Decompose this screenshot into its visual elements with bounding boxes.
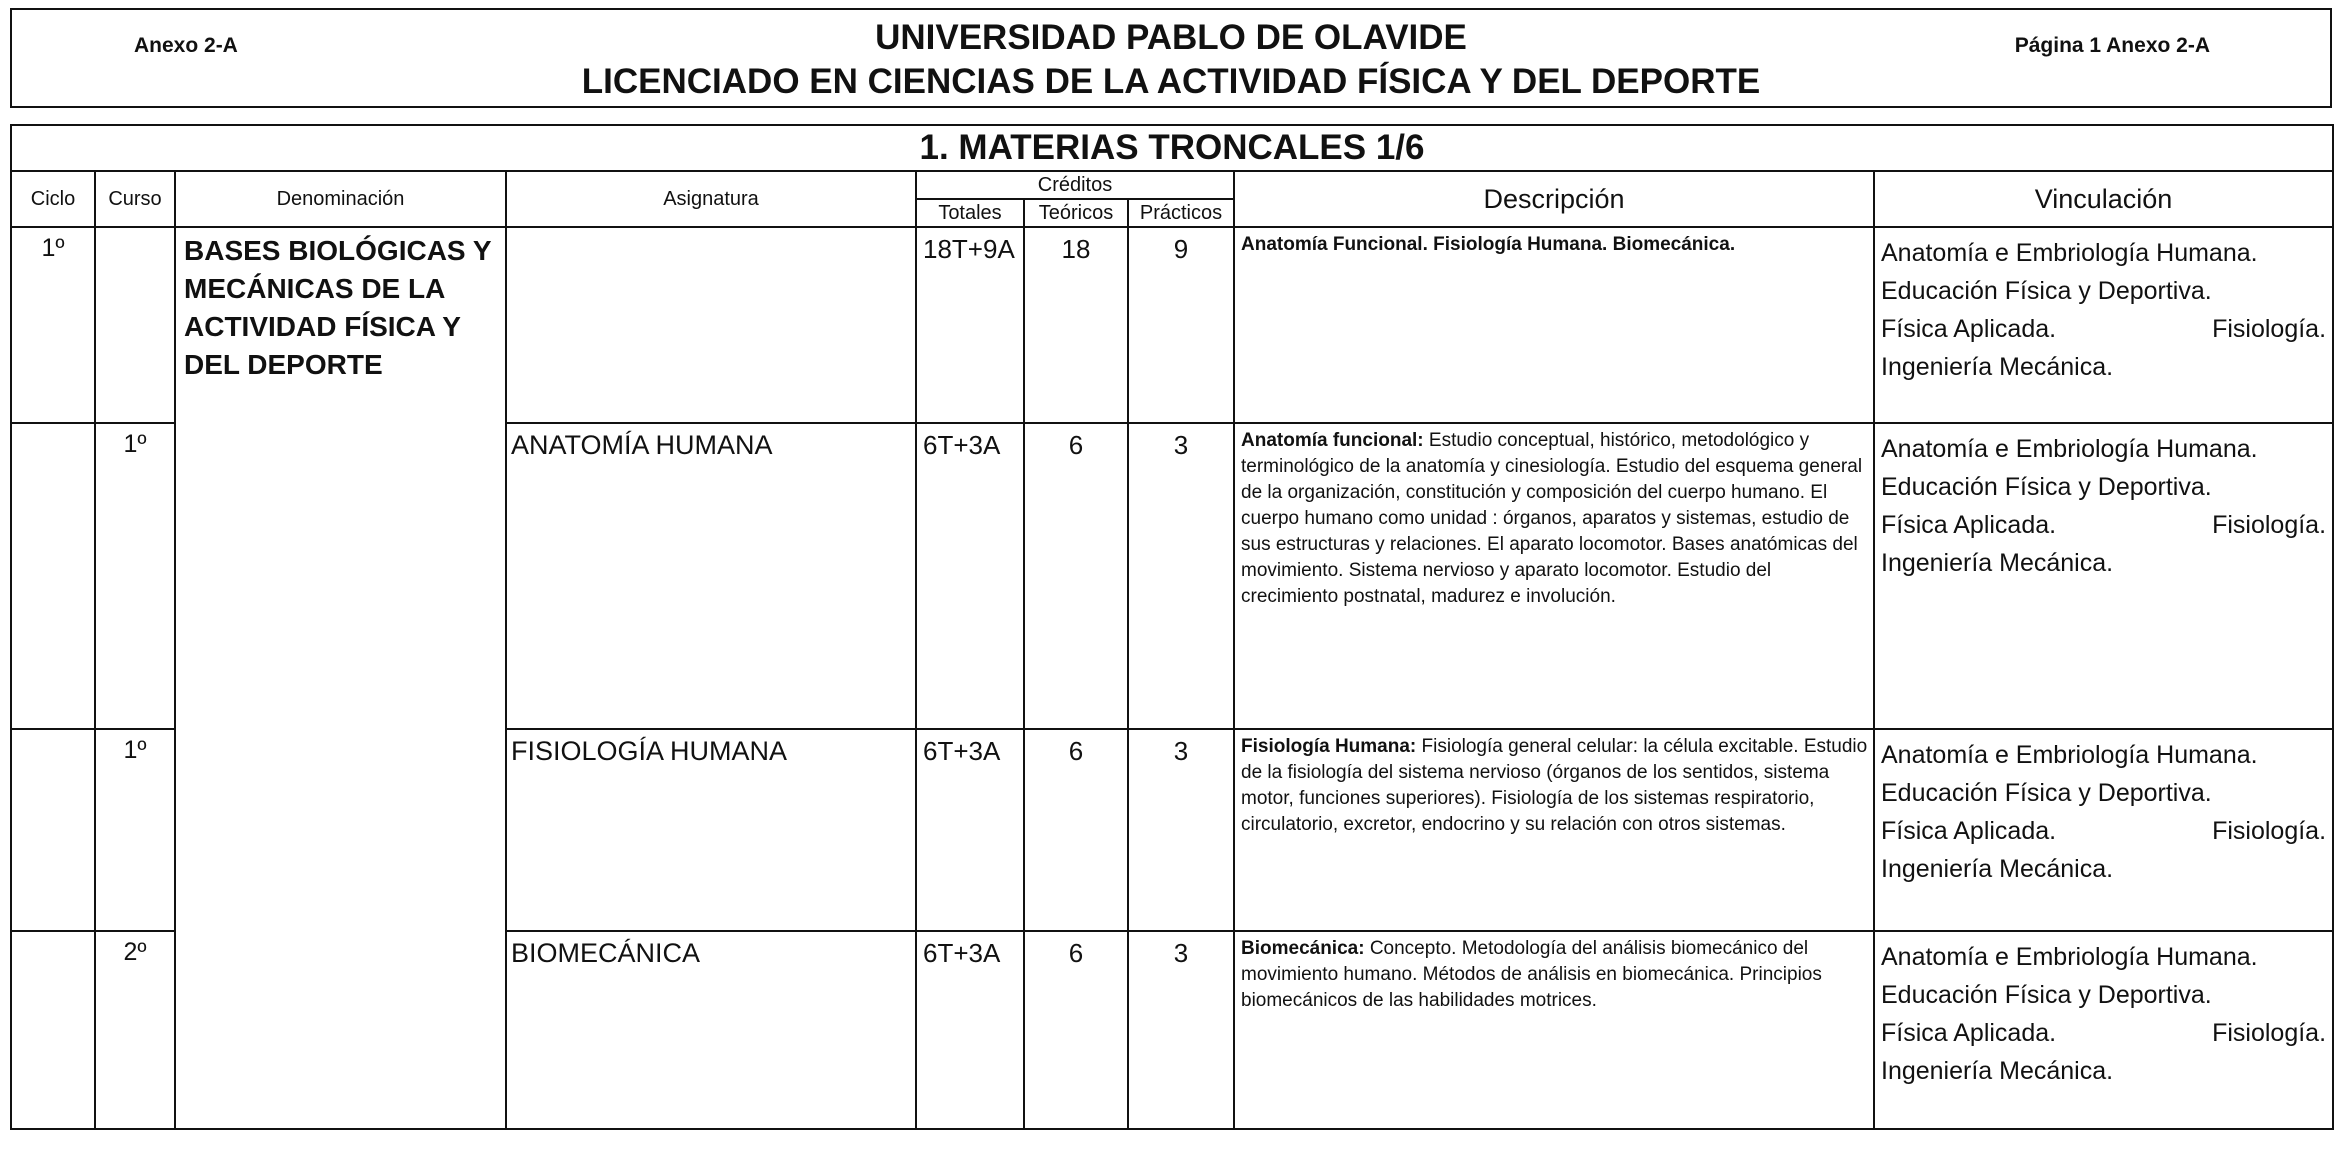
vinculacion-cell (1874, 931, 2333, 1129)
vinculacion-line: Ingeniería Mecánica. (1881, 353, 2114, 381)
col-header-denominacion: Denominación (175, 171, 506, 227)
vinculacion-line: Anatomía e Embriología Humana. (1881, 943, 2258, 971)
vinculacion-line: Anatomía e Embriología Humana. (1881, 435, 2258, 463)
practicos-cell: 3 (1128, 931, 1234, 1129)
vinculacion-line: Ingeniería Mecánica. (1881, 1057, 2114, 1085)
vinculacion-line: Física Aplicada. (1881, 315, 2057, 343)
teoricos-cell: 6 (1024, 931, 1128, 1129)
vinculacion-line: Ingeniería Mecánica. (1881, 855, 2114, 883)
totales-cell: 6T+3A (916, 931, 1024, 1129)
subjects-table (10, 124, 2334, 1130)
descripcion-text: Concepto. Metodología del análisis biomecánico del movimiento humano. Métodos de análisis en biomecánica. Principios biomecánicos de las habilidades motrices. (1241, 938, 1822, 1011)
denominacion-cell: BASES BIOLÓGICAS Y MECÁNICAS DE LA ACTIVIDAD FÍSICA Y DEL DEPORTE (175, 227, 506, 1129)
totales-cell: 18T+9A (916, 227, 1024, 423)
descripcion-cell (1234, 227, 1874, 423)
descripcion-heading: Anatomía funcional: (1241, 430, 1424, 451)
descripcion-cell (1234, 729, 1874, 931)
vinculacion-line: Anatomía e Embriología Humana. (1881, 239, 2258, 267)
curso-cell (95, 227, 175, 423)
vinculacion-line: Fisiología. (2212, 1019, 2327, 1047)
university-title: UNIVERSIDAD PABLO DE OLAVIDE (875, 18, 1467, 57)
descripcion-heading: Biomecánica: (1241, 938, 1365, 959)
practicos-cell: 3 (1128, 423, 1234, 729)
totales-cell: 6T+3A (916, 423, 1024, 729)
asignatura-cell: FISIOLOGÍA HUMANA (506, 729, 916, 931)
ciclo-cell (11, 729, 95, 931)
totales-cell: 6T+3A (916, 729, 1024, 931)
ciclo-cell (11, 931, 95, 1129)
curso-cell: 1º (95, 423, 175, 729)
vinculacion-line: Educación Física y Deportiva. (1881, 277, 2212, 305)
descripcion-cell (1234, 423, 1874, 729)
col-header-totales: Totales (916, 199, 1024, 227)
col-header-creditos: Créditos (916, 171, 1234, 199)
vinculacion-line: Física Aplicada. (1881, 817, 2057, 845)
degree-title: LICENCIADO EN CIENCIAS DE LA ACTIVIDAD FÍSICA Y DEL DEPORTE (581, 62, 1761, 101)
practicos-cell: 3 (1128, 729, 1234, 931)
vinculacion-line: Educación Física y Deportiva. (1881, 981, 2212, 1009)
practicos-cell: 9 (1128, 227, 1234, 423)
col-header-vinculacion: Vinculación (1874, 171, 2333, 227)
teoricos-cell: 6 (1024, 729, 1128, 931)
asignatura-cell: BIOMECÁNICA (506, 931, 916, 1129)
descripcion-text: Fisiología general celular: la célula excitable. Estudio de la fisiología del sistema nervioso (órganos de los sentidos, sistema motor, funciones superiores). Fisiología de los sistemas respiratorio, circulatorio, excretor, endocrino y su relación con otros sistemas. (1241, 736, 1868, 835)
ciclo-cell: 1º (11, 227, 95, 423)
vinculacion-line: Ingeniería Mecánica. (1881, 549, 2114, 577)
vinculacion-line: Fisiología. (2212, 817, 2327, 845)
page-label: Página 1 Anexo 2-A (2014, 34, 2210, 57)
descripcion-cell (1234, 931, 1874, 1129)
vinculacion-line: Fisiología. (2212, 315, 2327, 343)
curso-cell: 1º (95, 729, 175, 931)
descripcion-heading: Fisiología Humana: (1241, 736, 1417, 757)
document-header (10, 8, 2332, 108)
vinculacion-line: Educación Física y Deportiva. (1881, 779, 2212, 807)
vinculacion-cell (1874, 227, 2333, 423)
vinculacion-cell (1874, 729, 2333, 931)
asignatura-cell: ANATOMÍA HUMANA (506, 423, 916, 729)
ciclo-cell (11, 423, 95, 729)
section-title: 1. MATERIAS TRONCALES 1/6 (11, 125, 2333, 171)
col-header-teoricos: Teóricos (1024, 199, 1128, 227)
vinculacion-line: Fisiología. (2212, 511, 2327, 539)
asignatura-cell (506, 227, 916, 423)
vinculacion-line: Anatomía e Embriología Humana. (1881, 741, 2258, 769)
curso-cell: 2º (95, 931, 175, 1129)
vinculacion-line: Física Aplicada. (1881, 1019, 2057, 1047)
col-header-curso: Curso (95, 171, 175, 227)
vinculacion-line: Física Aplicada. (1881, 511, 2057, 539)
vinculacion-line: Educación Física y Deportiva. (1881, 473, 2212, 501)
col-header-practicos: Prácticos (1128, 199, 1234, 227)
col-header-descripcion: Descripción (1234, 171, 1874, 227)
col-header-asignatura: Asignatura (506, 171, 916, 227)
col-header-ciclo: Ciclo (11, 171, 95, 227)
descripcion-text: Estudio conceptual, histórico, metodológico y terminológico de la anatomía y cinesiología. Estudio del esquema general de la organización, constitución y composición del cuerpo humano. El cuerpo humano como unidad : órganos, aparatos y sistemas, estudio de sus estructuras y relaciones. El aparato locomotor. Bases anatómicas del movimiento. Sistema nervioso y aparato locomotor. Estudio del crecimiento postnatal, madurez e involución. (1241, 430, 1863, 607)
teoricos-cell: 6 (1024, 423, 1128, 729)
vinculacion-cell (1874, 423, 2333, 729)
annex-label: Anexo 2-A (134, 34, 238, 57)
teoricos-cell: 18 (1024, 227, 1128, 423)
table-row (11, 227, 2333, 423)
descripcion-heading: Anatomía Funcional. Fisiología Humana. Biomecánica. (1241, 234, 1736, 255)
